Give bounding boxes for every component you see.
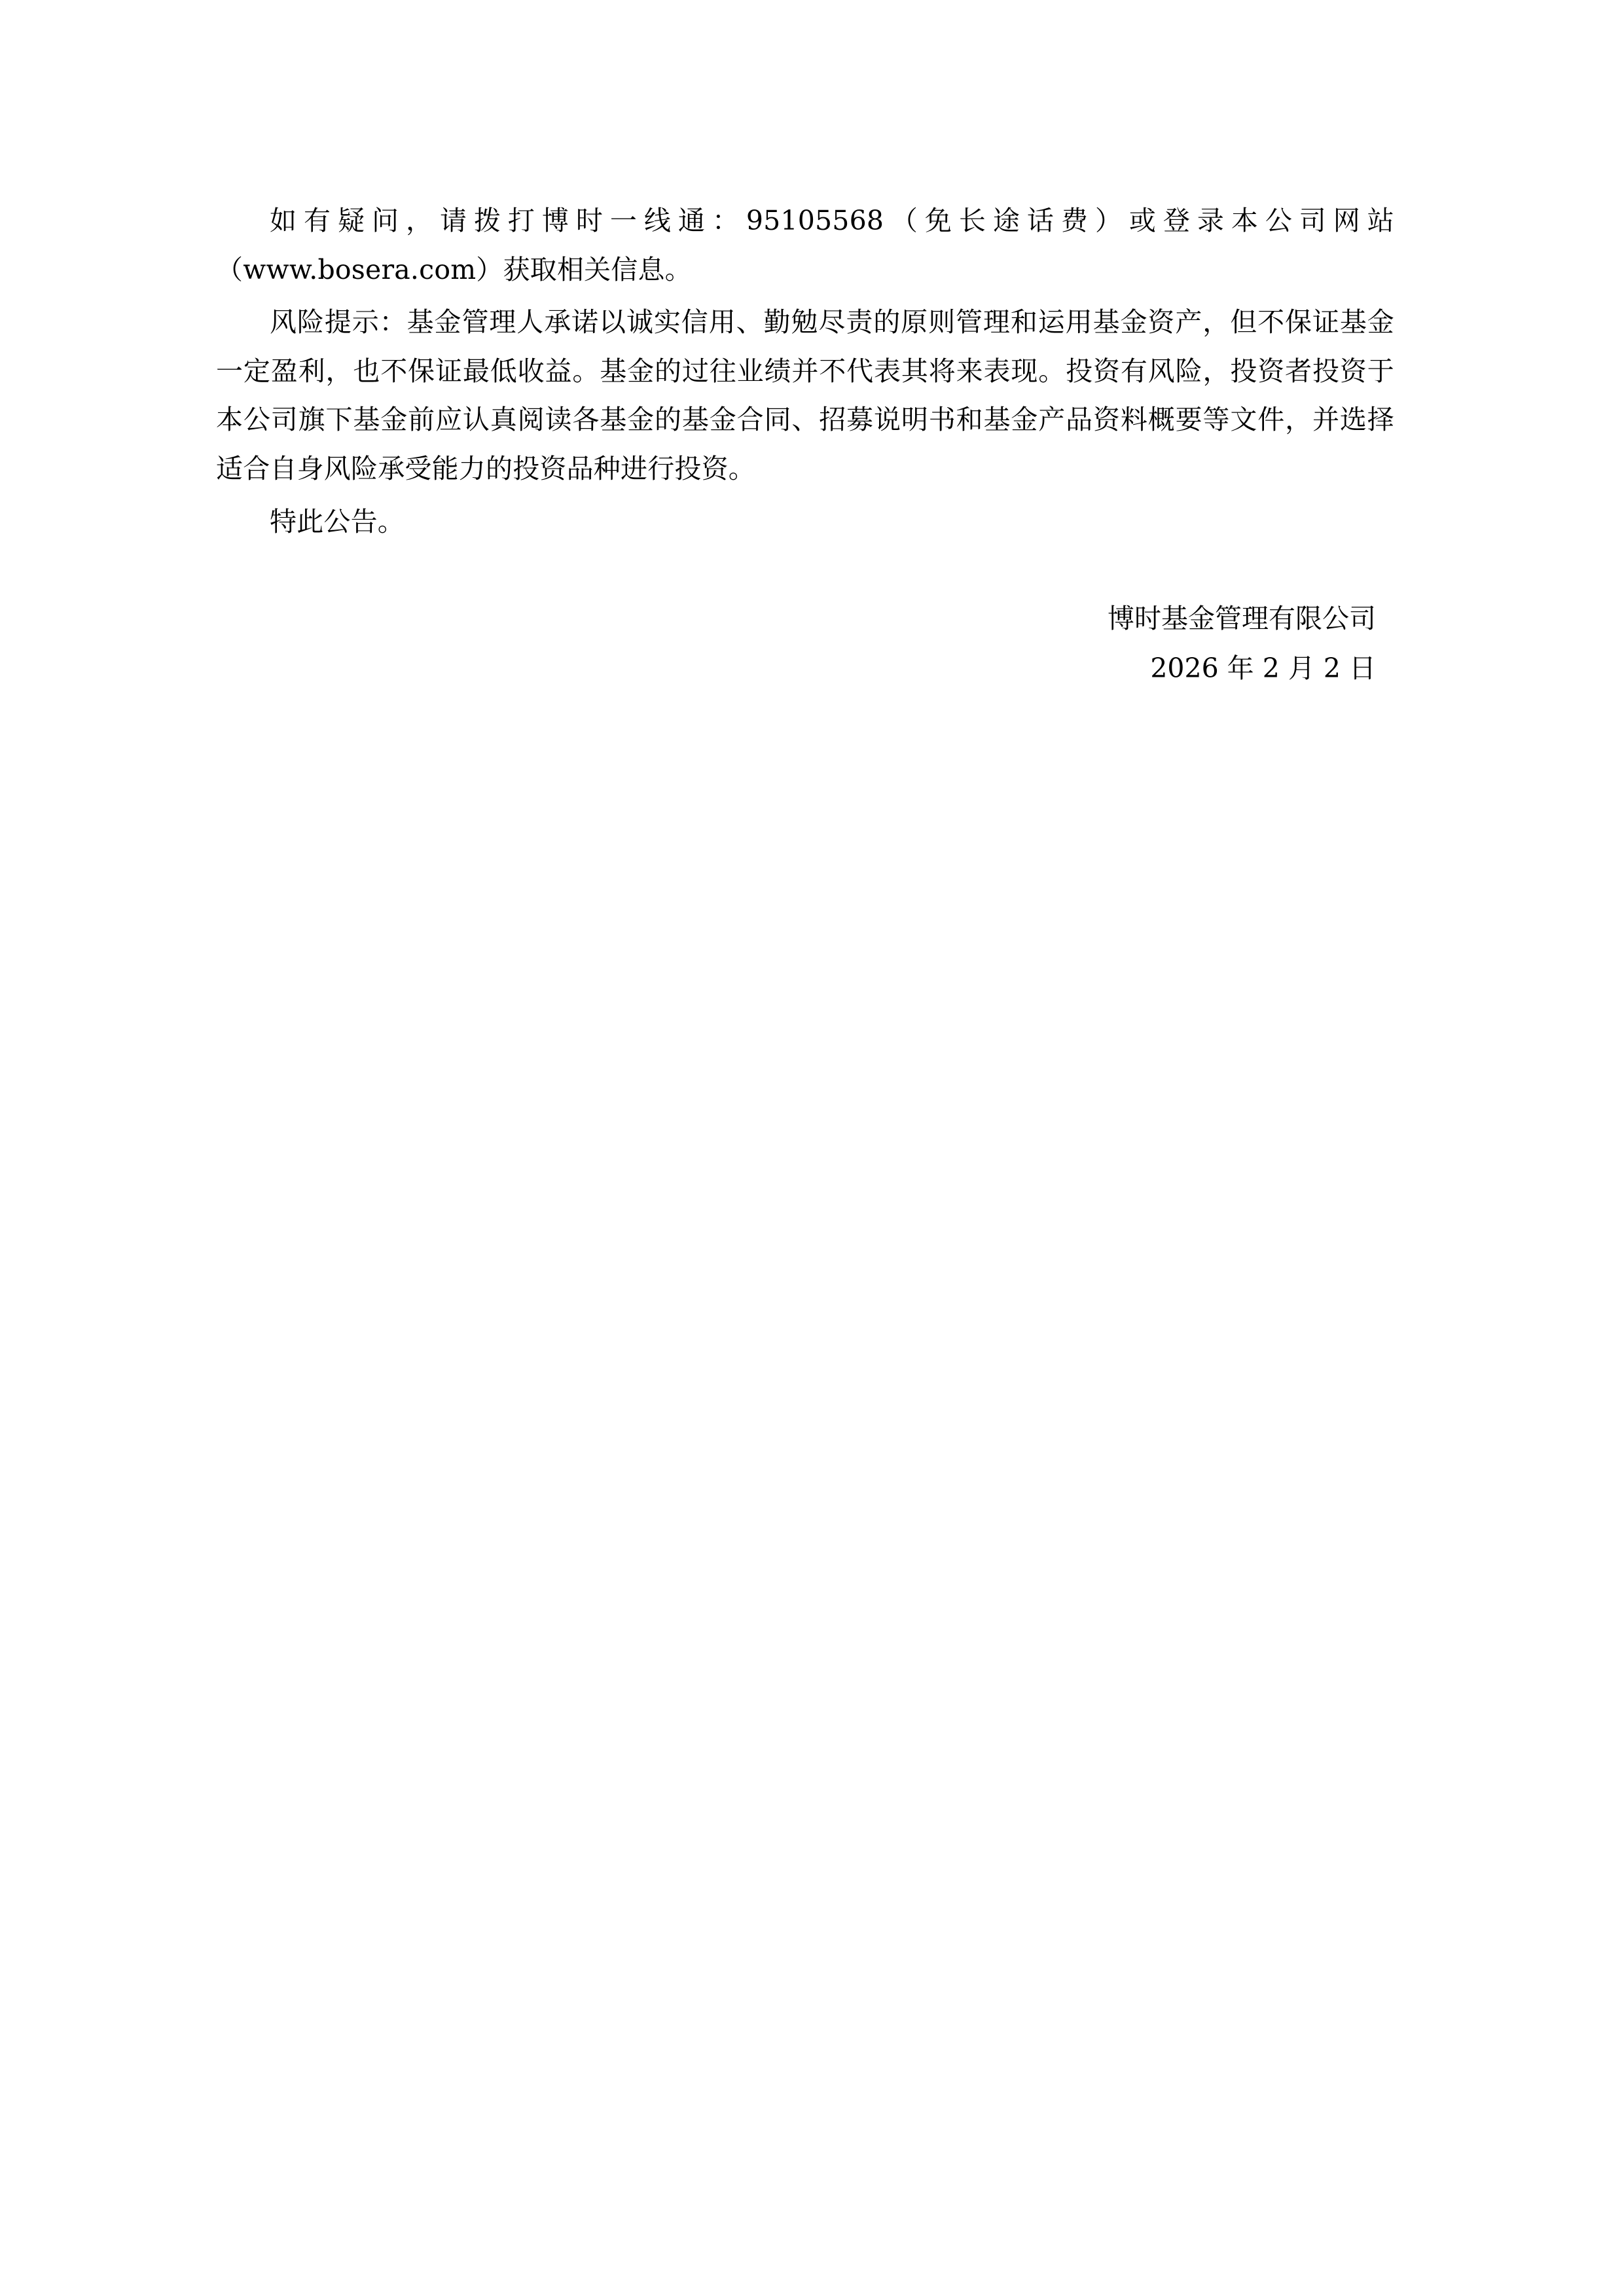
paragraph-contact: 如有疑问，请拨打博时一线通：95105568（免长途话费）或登录本公司网站（www.bosera.com）获取相关信息。 (216, 205, 1394, 285)
signature-block (216, 594, 1394, 694)
signature-date: 2026 年 2 月 2 日 (1150, 653, 1376, 685)
paragraph-announcement-closing: 特此公告。 (270, 505, 405, 537)
signature-company: 博时基金管理有限公司 (1108, 603, 1376, 635)
paragraph-risk-notice: 风险提示：基金管理人承诺以诚实信用、勤勉尽责的原则管理和运用基金资产，但不保证基金一定盈利，也不保证最低收益。基金的过往业绩并不代表其将来表现。投资有风险，投资者投资于本公司旗下基金前应认真阅读各基金的基金合同、招募说明书和基金产品资料概要等文件，并选择适合自身风险承受能力的投资品种进行投资。 (216, 306, 1394, 485)
document-body (216, 196, 1394, 694)
